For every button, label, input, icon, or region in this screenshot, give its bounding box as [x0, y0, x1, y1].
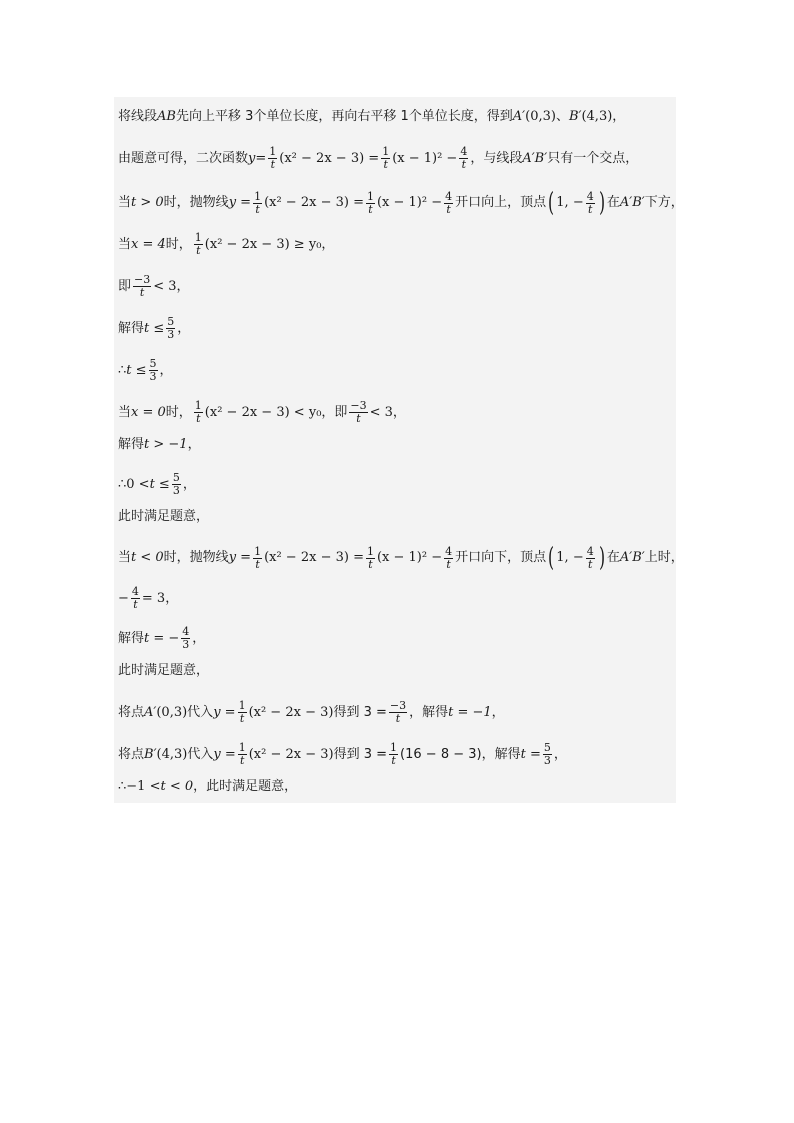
fraction: $\frac{-3}{t}$	[134, 273, 151, 299]
fraction: $\frac{4}{t}$	[131, 585, 139, 611]
text-line-6	[118, 316, 190, 341]
math: AB	[157, 109, 176, 124]
math: t = −	[144, 630, 180, 646]
text: 当	[118, 236, 132, 252]
math: (x² − 2x − 3)	[248, 746, 334, 762]
math: A′B′	[619, 195, 645, 210]
math: = 3，	[141, 590, 179, 606]
text-line-11	[118, 508, 209, 526]
text: 当	[118, 550, 132, 565]
fraction: $\frac{1}{t}$	[366, 189, 374, 216]
math: B′	[568, 109, 582, 124]
text: 将线段	[118, 109, 158, 124]
text-line-7	[118, 358, 173, 383]
math: ∴0 <	[118, 476, 150, 492]
text: ，	[192, 630, 206, 646]
math: (x − 1)² −	[376, 550, 443, 565]
math: (x² − 2x − 3) =	[264, 550, 364, 565]
fraction: $\frac{1}{t}$	[366, 544, 374, 571]
text: ，	[187, 437, 201, 452]
text-line-4	[118, 232, 334, 257]
text-line-10	[118, 472, 196, 497]
math: t = −1	[448, 704, 492, 720]
fraction: $\frac{1}{t}$	[254, 544, 262, 571]
text: 得到 3 =	[333, 704, 387, 720]
text-line-8	[118, 400, 406, 425]
math: t > −1	[144, 437, 188, 452]
text-line-13	[118, 586, 178, 611]
fraction: $\frac{4}{t}$	[586, 544, 594, 571]
text: 解得	[118, 320, 145, 336]
fraction: $\frac{-3}{t}$	[350, 399, 367, 425]
math: t < 0	[160, 779, 194, 794]
text: 即	[118, 278, 132, 294]
text: ，与线段	[470, 150, 523, 166]
math: =	[255, 150, 267, 166]
math: (x² − 2x − 3) ≥ y	[204, 236, 317, 252]
text-line-9	[118, 436, 201, 454]
math: (x − 1)² −	[376, 195, 443, 210]
fraction: $\frac{4}{t}$	[460, 145, 468, 171]
fraction: $\frac{4}{t}$	[445, 189, 453, 216]
text: 得到 3 =	[333, 746, 388, 762]
fraction: $\frac{5}{3}$	[167, 315, 175, 341]
math: (x² − 2x − 3)	[248, 704, 334, 720]
fraction: $\frac{4}{t}$	[586, 189, 594, 216]
fraction: $\frac{5}{3}$	[172, 471, 180, 497]
math: A′B′	[522, 150, 548, 166]
math: y =	[228, 195, 252, 210]
text: 此时满足题意，	[118, 663, 210, 678]
math: 1, −	[556, 550, 584, 565]
fraction: $\frac{1}{t}$	[269, 145, 277, 171]
math: x = 0	[131, 404, 166, 420]
text: 当	[118, 195, 132, 210]
fraction: $\frac{4}{t}$	[445, 544, 453, 571]
text: 此时满足题意，	[118, 509, 210, 524]
left-paren: (	[548, 188, 555, 218]
fraction: $\frac{1}{t}$	[238, 699, 246, 725]
text: ，	[491, 704, 505, 720]
text-line-12	[118, 545, 684, 571]
right-paren: )	[598, 188, 605, 218]
text: 只有一个交点，	[547, 150, 639, 166]
fraction: $\frac{-3}{t}$	[389, 699, 407, 725]
left-paren: (	[548, 543, 555, 573]
math: −	[118, 590, 129, 606]
right-paren: )	[598, 543, 605, 573]
fraction: $\frac{1}{t}$	[194, 231, 202, 257]
fraction: $\frac{1}{t}$	[390, 741, 398, 767]
math: x = 4	[131, 236, 166, 252]
text: 时，抛物线	[163, 550, 229, 565]
text: 将点	[118, 746, 145, 762]
text-line-18	[118, 778, 297, 796]
math: y	[248, 150, 256, 166]
math: (x² − 2x − 3) < y	[204, 404, 317, 420]
math: (x² − 2x − 3) =	[279, 150, 380, 166]
fraction: $\frac{5}{3}$	[149, 357, 157, 383]
math: < 3，	[153, 278, 190, 294]
text-line-17	[118, 742, 567, 767]
math: ∴	[118, 362, 127, 378]
fraction: $\frac{1}{t}$	[254, 189, 262, 216]
text: ，	[182, 476, 196, 492]
math: t < 0	[131, 550, 164, 565]
text: 先向上平移 3个单位长度，再向右平移 1个单位长度，得到	[175, 109, 513, 124]
math: A′	[144, 704, 157, 720]
text-line-14	[118, 626, 205, 651]
math: (4,3)代入	[156, 746, 214, 762]
math: < 3，	[369, 404, 406, 420]
text-line-16	[118, 700, 505, 725]
text: 上时，	[644, 550, 684, 565]
math: y =	[228, 550, 252, 565]
text: ，解得	[409, 704, 449, 720]
text-line-5	[118, 274, 190, 299]
math: t > 0	[131, 195, 164, 210]
text: 将点	[118, 704, 145, 720]
math: A′B′	[619, 550, 645, 565]
text: 当	[118, 404, 132, 420]
math: t =	[520, 746, 541, 762]
fraction: $\frac{1}{t}$	[238, 741, 246, 767]
fraction: $\frac{1}{t}$	[194, 399, 202, 425]
text: 时，	[165, 236, 192, 252]
text-line-2	[118, 146, 638, 171]
text: 时，抛物线	[163, 195, 229, 210]
fraction: $\frac{5}{3}$	[543, 741, 551, 767]
text: ，此时满足题意，	[193, 779, 298, 794]
fraction: $\frac{1}{t}$	[382, 145, 390, 171]
text: ，	[177, 320, 191, 336]
text: 在	[606, 550, 620, 565]
text: 解得	[118, 437, 145, 452]
text: 开口向下，顶点	[455, 550, 547, 565]
math: y =	[213, 704, 236, 720]
text: 下方，	[644, 195, 684, 210]
text: 由题意可得，二次函数	[118, 150, 249, 166]
math: ₀，即	[316, 404, 348, 420]
text: ，	[159, 362, 173, 378]
math: ₀，	[316, 236, 335, 252]
math: t ≤	[144, 320, 165, 336]
math: t ≤	[149, 476, 170, 492]
math: t ≤	[126, 362, 147, 378]
math: (0,3)代入	[156, 704, 214, 720]
text: 时，	[165, 404, 192, 420]
math: y =	[213, 746, 236, 762]
math: A′	[512, 109, 526, 124]
text: 在	[606, 195, 620, 210]
text: ，	[553, 746, 567, 762]
text-line-15	[118, 662, 209, 680]
math: (x² − 2x − 3) =	[264, 195, 364, 210]
text: (16 − 8 − 3)，解得	[400, 746, 521, 762]
text: 解得	[118, 630, 145, 646]
text-line-1	[118, 108, 625, 126]
math: (4,3)，	[581, 109, 626, 124]
fraction: $\frac{4}{3}$	[182, 625, 190, 651]
math: 1, −	[556, 195, 584, 210]
text-line-3	[118, 190, 684, 216]
math: ∴−1 <	[118, 779, 161, 794]
math: (0,3)、	[525, 109, 569, 124]
math: B′	[144, 746, 157, 762]
math: (x − 1)² −	[392, 150, 458, 166]
text: 开口向上，顶点	[455, 195, 547, 210]
